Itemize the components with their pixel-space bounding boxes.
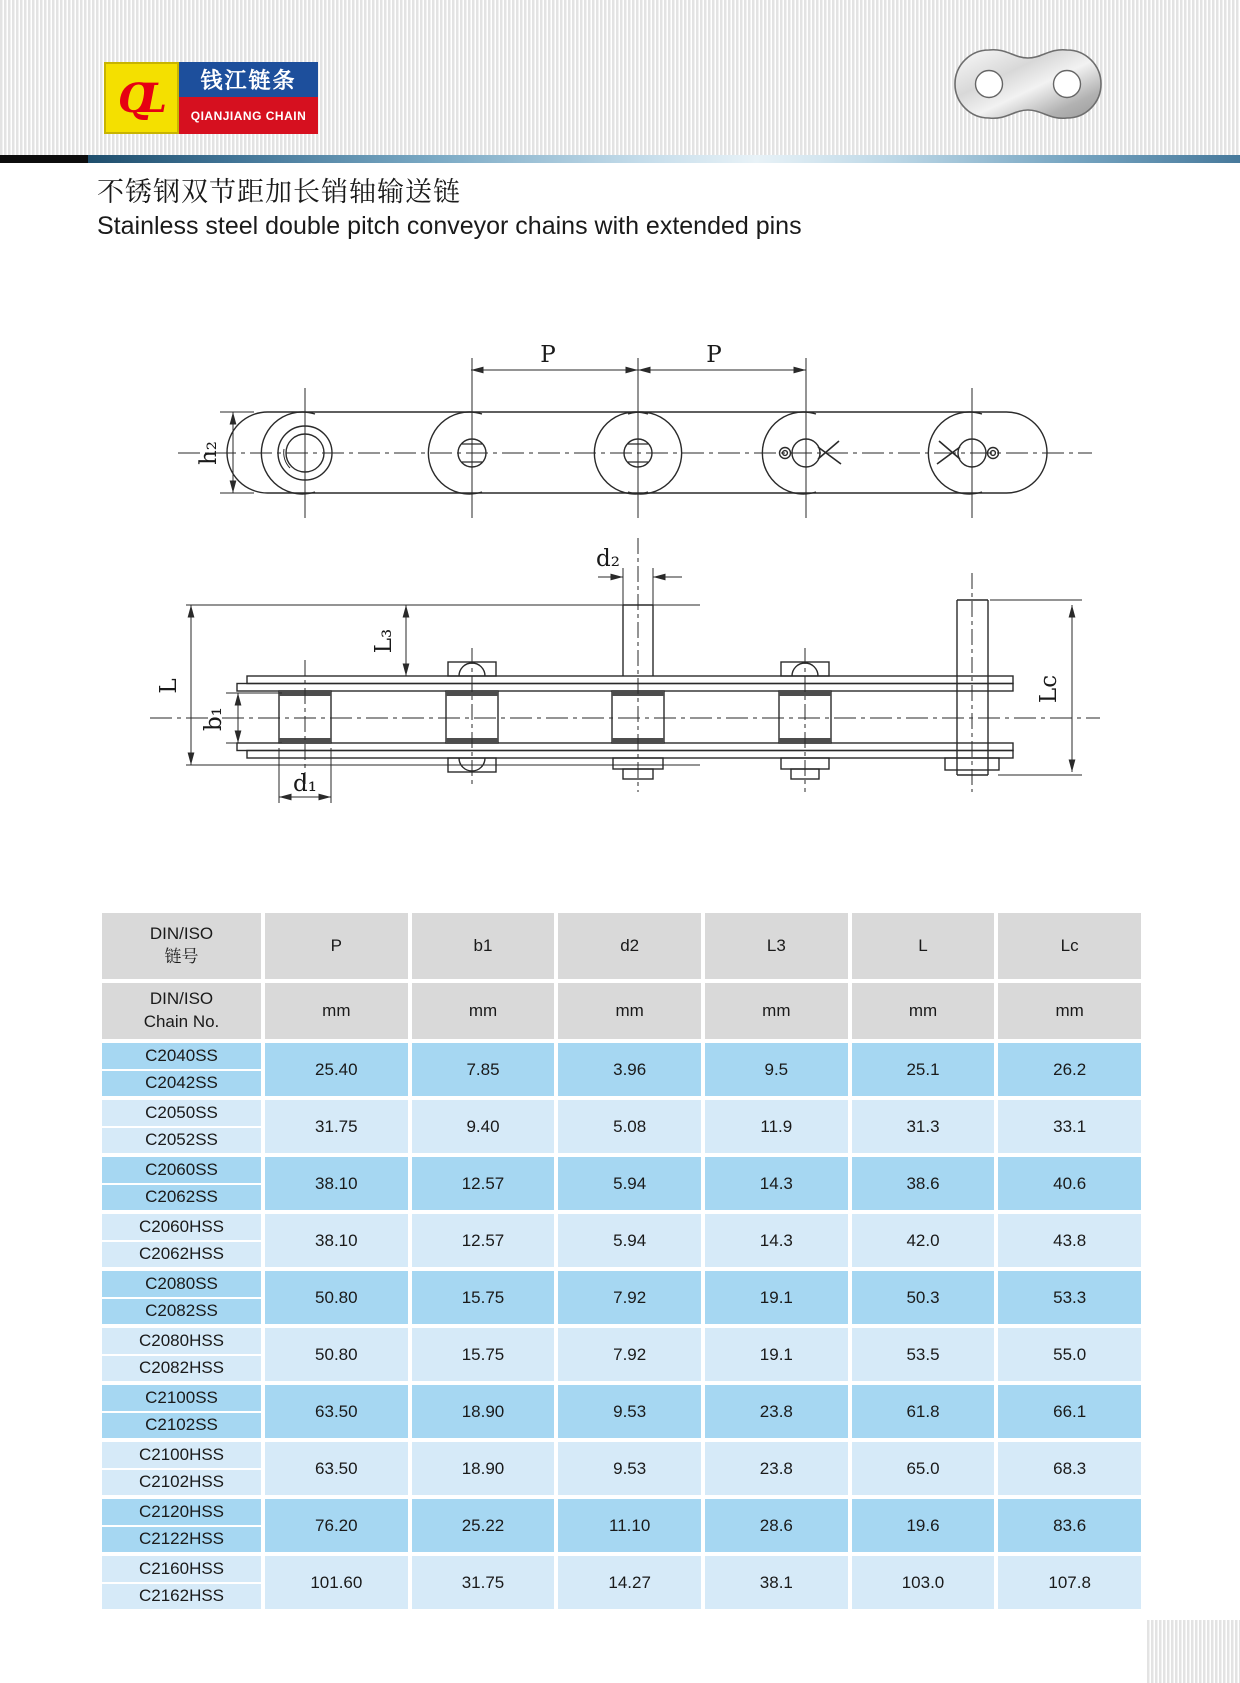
value-cell: 50.80 xyxy=(265,1271,408,1324)
value-cell: 31.3 xyxy=(852,1100,995,1153)
header-unit-Lc: mm xyxy=(998,983,1141,1039)
value-cell: 107.8 xyxy=(998,1556,1141,1609)
logo-name-cn: 钱江链条 xyxy=(179,62,318,97)
value-cell: 31.75 xyxy=(265,1100,408,1153)
chain-no-cell xyxy=(102,1442,261,1495)
value-cell: 50.3 xyxy=(852,1271,995,1324)
table-row xyxy=(102,1271,1141,1324)
spec-table xyxy=(102,913,1141,1609)
dim-label-Lc: Lc xyxy=(1036,674,1062,704)
value-cell: 23.8 xyxy=(705,1442,848,1495)
header-chain-no-en xyxy=(102,983,261,1039)
value-cell: 66.1 xyxy=(998,1385,1141,1438)
value-cell: 83.6 xyxy=(998,1499,1141,1552)
chain-no-cell xyxy=(102,1043,261,1096)
value-cell: 9.40 xyxy=(412,1100,555,1153)
company-logo xyxy=(104,62,318,134)
table-row xyxy=(102,1100,1141,1153)
logo-name-en: QIANJIANG CHAIN xyxy=(179,97,318,134)
value-cell: 42.0 xyxy=(852,1214,995,1267)
table-row xyxy=(102,1214,1141,1267)
dim-label-d1: d₁ xyxy=(293,771,317,797)
chain-no: C2120HSS xyxy=(102,1499,261,1525)
value-cell: 38.10 xyxy=(265,1157,408,1210)
value-cell: 7.85 xyxy=(412,1043,555,1096)
value-cell: 15.75 xyxy=(412,1328,555,1381)
value-cell: 63.50 xyxy=(265,1442,408,1495)
corner-pattern xyxy=(1147,1620,1240,1683)
chain-no-cell xyxy=(102,1385,261,1438)
chain-no: C2160HSS xyxy=(102,1556,261,1582)
chain-no: C2062HSS xyxy=(102,1242,261,1268)
header-chain-no-cn-label: 链号 xyxy=(164,947,199,966)
chain-no-cell xyxy=(102,1157,261,1210)
value-cell: 25.1 xyxy=(852,1043,995,1096)
chain-link-plate-image xyxy=(948,46,1108,122)
value-cell: 40.6 xyxy=(998,1157,1141,1210)
value-cell: 68.3 xyxy=(998,1442,1141,1495)
table-row xyxy=(102,1385,1141,1438)
value-cell: 9.5 xyxy=(705,1043,848,1096)
value-cell: 33.1 xyxy=(998,1100,1141,1153)
value-cell: 14.27 xyxy=(558,1556,701,1609)
chain-no-cell xyxy=(102,1271,261,1324)
value-cell: 7.92 xyxy=(558,1271,701,1324)
header-col-Lc: Lc xyxy=(998,913,1141,979)
value-cell: 65.0 xyxy=(852,1442,995,1495)
header-col-L3: L3 xyxy=(705,913,848,979)
value-cell: 12.57 xyxy=(412,1214,555,1267)
chain-no: C2042SS xyxy=(102,1071,261,1097)
link-hole-left xyxy=(976,71,1003,98)
table-body xyxy=(102,1043,1141,1609)
diagram-top-view xyxy=(178,342,1092,518)
chain-no-cell xyxy=(102,1214,261,1267)
value-cell: 76.20 xyxy=(265,1499,408,1552)
table-header-row-1 xyxy=(102,913,1141,979)
header-din-iso: DIN/ISO xyxy=(149,924,214,944)
header-col-P: P xyxy=(265,913,408,979)
table-row xyxy=(102,1499,1141,1552)
chain-no-cell xyxy=(102,1556,261,1609)
dim-label-h2: h₂ xyxy=(196,440,222,466)
value-cell: 15.75 xyxy=(412,1271,555,1324)
chain-no: C2100HSS xyxy=(102,1442,261,1468)
logo-monogram-box xyxy=(104,62,179,134)
header-din-iso-en: DIN/ISO xyxy=(149,989,214,1009)
value-cell: 5.94 xyxy=(558,1157,701,1210)
logo-monogram: QL xyxy=(118,74,153,122)
chain-no: C2050SS xyxy=(102,1100,261,1126)
chain-no-cell xyxy=(102,1328,261,1381)
table-row xyxy=(102,1157,1141,1210)
chain-no: C2080HSS xyxy=(102,1328,261,1354)
table-row xyxy=(102,1043,1141,1096)
dim-label-L3: L₃ xyxy=(371,628,397,654)
chain-no: C2100SS xyxy=(102,1385,261,1411)
value-cell: 25.22 xyxy=(412,1499,555,1552)
value-cell: 53.3 xyxy=(998,1271,1141,1324)
value-cell: 18.90 xyxy=(412,1385,555,1438)
chain-no: C2060SS xyxy=(102,1157,261,1183)
chain-no: C2102SS xyxy=(102,1413,261,1439)
value-cell: 31.75 xyxy=(412,1556,555,1609)
chain-no-cell xyxy=(102,1100,261,1153)
link-hole-right xyxy=(1054,71,1081,98)
value-cell: 28.6 xyxy=(705,1499,848,1552)
value-cell: 23.8 xyxy=(705,1385,848,1438)
header-col-b1: b1 xyxy=(412,913,555,979)
chain-no: C2080SS xyxy=(102,1271,261,1297)
value-cell: 38.10 xyxy=(265,1214,408,1267)
chain-no-cell xyxy=(102,1499,261,1552)
title-block xyxy=(97,174,802,243)
rollers xyxy=(279,691,831,743)
value-cell: 101.60 xyxy=(265,1556,408,1609)
value-cell: 25.40 xyxy=(265,1043,408,1096)
header-chain-no-en-label: Chain No. xyxy=(143,1012,220,1031)
chain-no: C2162HSS xyxy=(102,1584,261,1610)
header-unit-b1: mm xyxy=(412,983,555,1039)
value-cell: 103.0 xyxy=(852,1556,995,1609)
value-cell: 9.53 xyxy=(558,1442,701,1495)
chain-no: C2060HSS xyxy=(102,1214,261,1240)
chain-no: C2040SS xyxy=(102,1043,261,1069)
value-cell: 19.1 xyxy=(705,1328,848,1381)
value-cell: 19.6 xyxy=(852,1499,995,1552)
chain-no: C2082HSS xyxy=(102,1356,261,1382)
value-cell: 11.10 xyxy=(558,1499,701,1552)
value-cell: 3.96 xyxy=(558,1043,701,1096)
value-cell: 26.2 xyxy=(998,1043,1141,1096)
header-col-d2: d2 xyxy=(558,913,701,979)
header-band xyxy=(0,0,1240,155)
value-cell: 38.1 xyxy=(705,1556,848,1609)
value-cell: 43.8 xyxy=(998,1214,1141,1267)
value-cell: 7.92 xyxy=(558,1328,701,1381)
diagram-side-view xyxy=(150,538,1100,803)
value-cell: 19.1 xyxy=(705,1271,848,1324)
header-unit-L: mm xyxy=(852,983,995,1039)
chain-no: C2062SS xyxy=(102,1185,261,1211)
dim-label-b1: b₁ xyxy=(201,707,227,731)
header-unit-P: mm xyxy=(265,983,408,1039)
dim-label-d2: d₂ xyxy=(596,546,620,572)
value-cell: 38.6 xyxy=(852,1157,995,1210)
value-cell: 14.3 xyxy=(705,1157,848,1210)
header-unit-d2: mm xyxy=(558,983,701,1039)
value-cell: 53.5 xyxy=(852,1328,995,1381)
chain-no: C2122HSS xyxy=(102,1527,261,1553)
header-col-L: L xyxy=(852,913,995,979)
value-cell: 5.94 xyxy=(558,1214,701,1267)
header-chain-no-cn xyxy=(102,913,261,979)
page-title-cn: 不锈钢双节距加长销轴输送链 xyxy=(97,177,461,207)
chain-no: C2102HSS xyxy=(102,1470,261,1496)
page-title-en: Stainless steel double pitch conveyor chains with extended pins xyxy=(97,212,802,241)
table-row xyxy=(102,1328,1141,1381)
dim-label-p1: P xyxy=(540,342,556,368)
value-cell: 63.50 xyxy=(265,1385,408,1438)
table-header-row-2 xyxy=(102,983,1141,1039)
dim-label-p2: P xyxy=(706,342,722,368)
divider-bar-black xyxy=(0,155,88,163)
table-row xyxy=(102,1442,1141,1495)
value-cell: 12.57 xyxy=(412,1157,555,1210)
header-unit-L3: mm xyxy=(705,983,848,1039)
logo-text-box xyxy=(179,62,318,134)
value-cell: 9.53 xyxy=(558,1385,701,1438)
value-cell: 11.9 xyxy=(705,1100,848,1153)
value-cell: 5.08 xyxy=(558,1100,701,1153)
value-cell: 55.0 xyxy=(998,1328,1141,1381)
value-cell: 50.80 xyxy=(265,1328,408,1381)
table-row xyxy=(102,1556,1141,1609)
value-cell: 18.90 xyxy=(412,1442,555,1495)
dim-label-L: L xyxy=(156,678,182,694)
value-cell: 14.3 xyxy=(705,1214,848,1267)
chain-no: C2052SS xyxy=(102,1128,261,1154)
divider-bar-gradient xyxy=(88,155,1240,163)
value-cell: 61.8 xyxy=(852,1385,995,1438)
technical-drawings xyxy=(0,280,1240,825)
chain-no: C2082SS xyxy=(102,1299,261,1325)
